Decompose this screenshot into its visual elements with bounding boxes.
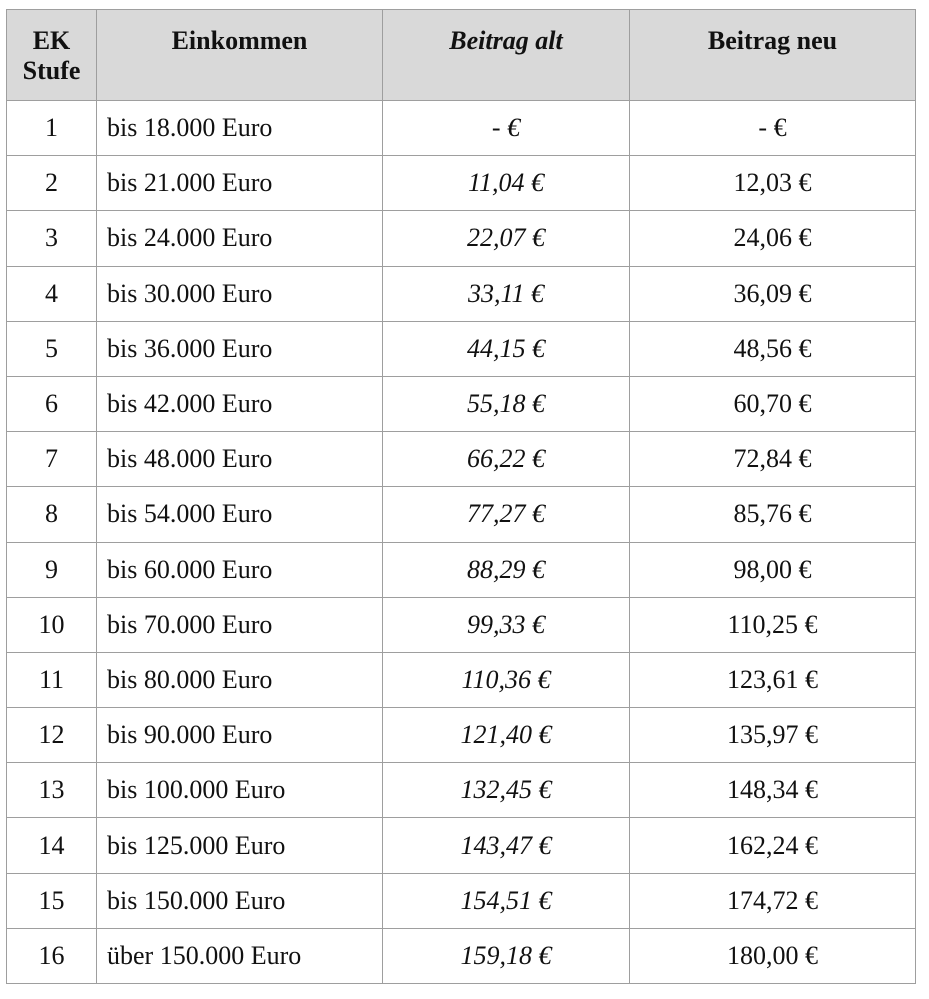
cell-beitrag-alt: 66,22 € xyxy=(383,432,630,487)
header-ek-stufe-line1: EK xyxy=(32,26,71,55)
cell-einkommen: bis 30.000 Euro xyxy=(97,266,383,321)
cell-beitrag-neu: 174,72 € xyxy=(630,873,916,928)
cell-einkommen: bis 42.000 Euro xyxy=(97,376,383,431)
table-row xyxy=(7,928,916,983)
cell-einkommen: bis 24.000 Euro xyxy=(97,211,383,266)
cell-ek-stufe: 6 xyxy=(7,376,97,431)
header-beitrag-neu: Beitrag neu xyxy=(630,10,916,101)
header-einkommen: Einkommen xyxy=(97,10,383,101)
cell-einkommen: bis 125.000 Euro xyxy=(97,818,383,873)
cell-einkommen: bis 21.000 Euro xyxy=(97,156,383,211)
table-row xyxy=(7,156,916,211)
table-row xyxy=(7,763,916,818)
cell-einkommen: bis 18.000 Euro xyxy=(97,101,383,156)
cell-beitrag-neu: 60,70 € xyxy=(630,376,916,431)
cell-beitrag-alt: 110,36 € xyxy=(383,652,630,707)
cell-beitrag-neu: 123,61 € xyxy=(630,652,916,707)
cell-beitrag-neu: 148,34 € xyxy=(630,763,916,818)
cell-einkommen: bis 54.000 Euro xyxy=(97,487,383,542)
header-row xyxy=(7,10,916,101)
table-row xyxy=(7,873,916,928)
cell-einkommen: über 150.000 Euro xyxy=(97,928,383,983)
fee-table-container xyxy=(6,9,915,984)
cell-beitrag-neu: 180,00 € xyxy=(630,928,916,983)
header-ek-stufe-line2: Stufe xyxy=(22,56,81,85)
cell-beitrag-alt: - € xyxy=(383,101,630,156)
table-row xyxy=(7,376,916,431)
cell-beitrag-neu: 12,03 € xyxy=(630,156,916,211)
cell-beitrag-neu: 72,84 € xyxy=(630,432,916,487)
table-row xyxy=(7,266,916,321)
table-row xyxy=(7,542,916,597)
cell-beitrag-alt: 159,18 € xyxy=(383,928,630,983)
cell-beitrag-alt: 22,07 € xyxy=(383,211,630,266)
cell-beitrag-neu: 48,56 € xyxy=(630,321,916,376)
table-row xyxy=(7,708,916,763)
header-ek-stufe xyxy=(7,10,97,101)
table-row xyxy=(7,101,916,156)
table-row xyxy=(7,432,916,487)
cell-beitrag-alt: 121,40 € xyxy=(383,708,630,763)
cell-beitrag-alt: 44,15 € xyxy=(383,321,630,376)
cell-ek-stufe: 8 xyxy=(7,487,97,542)
cell-ek-stufe: 10 xyxy=(7,597,97,652)
cell-beitrag-neu: 24,06 € xyxy=(630,211,916,266)
cell-einkommen: bis 70.000 Euro xyxy=(97,597,383,652)
cell-ek-stufe: 2 xyxy=(7,156,97,211)
cell-beitrag-alt: 88,29 € xyxy=(383,542,630,597)
cell-ek-stufe: 16 xyxy=(7,928,97,983)
table-row xyxy=(7,211,916,266)
table-body xyxy=(7,101,916,984)
cell-beitrag-alt: 99,33 € xyxy=(383,597,630,652)
cell-ek-stufe: 7 xyxy=(7,432,97,487)
cell-beitrag-neu: 98,00 € xyxy=(630,542,916,597)
cell-ek-stufe: 14 xyxy=(7,818,97,873)
cell-ek-stufe: 12 xyxy=(7,708,97,763)
header-beitrag-alt: Beitrag alt xyxy=(383,10,630,101)
cell-einkommen: bis 100.000 Euro xyxy=(97,763,383,818)
cell-beitrag-alt: 154,51 € xyxy=(383,873,630,928)
cell-einkommen: bis 90.000 Euro xyxy=(97,708,383,763)
cell-ek-stufe: 3 xyxy=(7,211,97,266)
table-header xyxy=(7,10,916,101)
cell-einkommen: bis 150.000 Euro xyxy=(97,873,383,928)
table-row xyxy=(7,487,916,542)
cell-beitrag-neu: 162,24 € xyxy=(630,818,916,873)
cell-beitrag-neu: 85,76 € xyxy=(630,487,916,542)
cell-beitrag-neu: - € xyxy=(630,101,916,156)
cell-einkommen: bis 48.000 Euro xyxy=(97,432,383,487)
cell-ek-stufe: 1 xyxy=(7,101,97,156)
cell-beitrag-alt: 11,04 € xyxy=(383,156,630,211)
cell-ek-stufe: 5 xyxy=(7,321,97,376)
table-row xyxy=(7,597,916,652)
cell-ek-stufe: 11 xyxy=(7,652,97,707)
cell-beitrag-alt: 33,11 € xyxy=(383,266,630,321)
table-row xyxy=(7,652,916,707)
cell-ek-stufe: 13 xyxy=(7,763,97,818)
cell-beitrag-alt: 55,18 € xyxy=(383,376,630,431)
table-row xyxy=(7,818,916,873)
cell-beitrag-alt: 143,47 € xyxy=(383,818,630,873)
cell-einkommen: bis 60.000 Euro xyxy=(97,542,383,597)
cell-ek-stufe: 15 xyxy=(7,873,97,928)
cell-einkommen: bis 80.000 Euro xyxy=(97,652,383,707)
cell-beitrag-neu: 110,25 € xyxy=(630,597,916,652)
cell-beitrag-alt: 77,27 € xyxy=(383,487,630,542)
cell-beitrag-alt: 132,45 € xyxy=(383,763,630,818)
cell-beitrag-neu: 135,97 € xyxy=(630,708,916,763)
table-row xyxy=(7,321,916,376)
cell-einkommen: bis 36.000 Euro xyxy=(97,321,383,376)
cell-beitrag-neu: 36,09 € xyxy=(630,266,916,321)
cell-ek-stufe: 9 xyxy=(7,542,97,597)
fee-table xyxy=(6,9,916,984)
cell-ek-stufe: 4 xyxy=(7,266,97,321)
